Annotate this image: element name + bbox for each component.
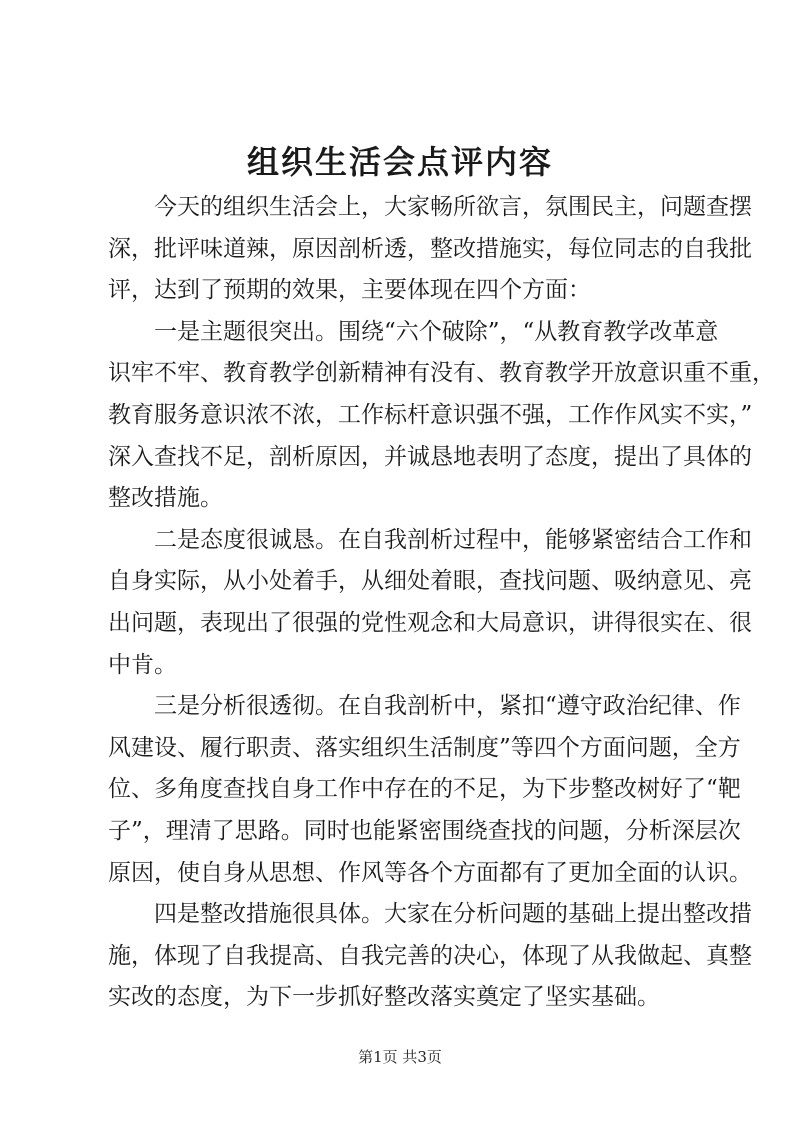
page-footer: 第1页 共3页 xyxy=(358,1048,442,1066)
paragraph-4-line-3: 位、多角度查找自身工作中存在的不足，为下步整改树好了“靶 xyxy=(108,776,741,803)
paragraph-2-line-4: 深入查找不足，剖析原因，并诚恳地表明了态度，提出了具体的 xyxy=(108,443,752,470)
paragraph-5-line-3: 实改的态度，为下一步抓好整改落实奠定了坚实基础。 xyxy=(108,984,660,1011)
paragraph-3-line-4: 中肯。 xyxy=(108,651,177,678)
paragraph-1-line-1: 今天的组织生活会上，大家畅所欲言，氛围民主，问题查摆 xyxy=(154,194,752,220)
paragraph-4-line-2: 风建设、履行职责、落实组织生活制度”等四个方面问题，全方 xyxy=(108,734,741,761)
paragraph-4-line-5: 原因，使自身从思想、作风等各个方面都有了更加全面的认识。 xyxy=(108,859,752,886)
paragraph-3-line-3: 出问题，表现出了很强的党性观念和大局意识，讲得很实在、很 xyxy=(108,609,752,636)
paragraph-1-line-2: 深，批评味道辣，原因剖析透，整改措施实，每位同志的自我批 xyxy=(108,235,752,262)
paragraph-3-line-2: 自身实际，从小处着手，从细处着眼，查找问题、吸纳意见、亮 xyxy=(108,568,752,595)
paragraph-3-line-1: 二是态度很诚恳。在自我剖析过程中，能够紧密结合工作和 xyxy=(154,526,752,553)
paragraph-2-line-3: 教育服务意识浓不浓，工作标杆意识强不强，工作作风实不实，” xyxy=(108,401,753,428)
paragraph-5-line-1: 四是整改措施很具体。大家在分析问题的基础上提出整改措 xyxy=(154,901,752,928)
paragraph-2-line-1: 一是主题很突出。围绕“六个破除”，“从教育教学改革意 xyxy=(154,318,719,345)
document-title: 组织生活会点评内容 xyxy=(246,143,553,181)
paragraph-2-line-2: 识牢不牢、教育教学创新精神有没有、教育教学开放意识重不重， xyxy=(108,360,775,387)
paragraph-1-line-3: 评，达到了预期的效果，主要体现在四个方面： xyxy=(108,277,591,304)
paragraph-5-line-2: 施，体现了自我提高、自我完善的决心，体现了从我做起、真整 xyxy=(108,942,752,969)
document-body xyxy=(108,187,775,1019)
paragraph-4-line-1: 三是分析很透彻。在自我剖析中，紧扣“遵守政治纪律、作 xyxy=(154,693,741,720)
paragraph-2-line-5: 整改措施。 xyxy=(108,485,223,512)
paragraph-4-line-4: 子”，理清了思路。同时也能紧密围绕查找的问题，分析深层次 xyxy=(108,817,741,844)
